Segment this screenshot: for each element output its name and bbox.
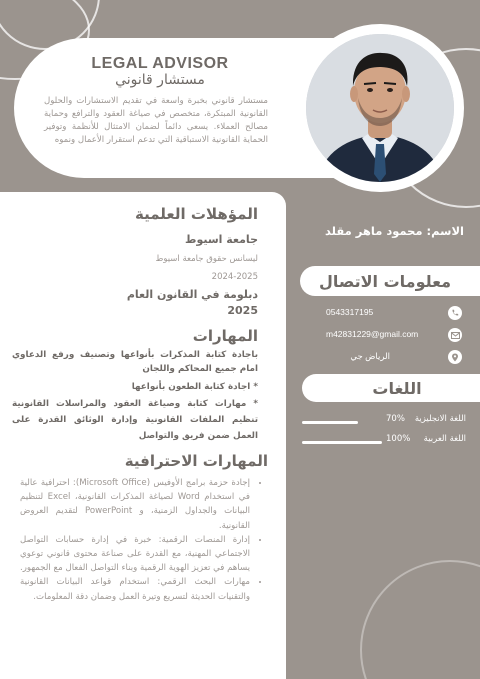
job-title-en: LEGAL ADVISOR [91, 55, 229, 72]
pro-skills-list [20, 476, 260, 604]
education-university: جامعة اسيوط [185, 233, 258, 246]
phone-icon [448, 306, 462, 320]
language-row-arabic [300, 434, 466, 448]
contact-phone-row [300, 306, 466, 322]
location-pin-icon [448, 350, 462, 364]
profile-photo [306, 34, 454, 182]
education-years: 2024-2025 [211, 272, 258, 282]
portrait-illustration [306, 34, 454, 182]
decorative-circle [360, 560, 480, 679]
education-diploma: دبلومة في القانون العام [126, 288, 258, 301]
phone-text[interactable]: 0543317195 [326, 307, 374, 317]
education-degree: ليسانس حقوق جامعة اسيوط [155, 254, 258, 264]
email-icon [448, 328, 462, 342]
contact-location-row [300, 350, 466, 366]
language-row-english [300, 414, 466, 428]
skills-item-1: باجادة كتابة المذكرات بأنواعها وتصنيف ورفع الدعاوي امام جميع المحاكم واللجان [12, 350, 258, 374]
language-name: اللغة العربية [423, 434, 466, 444]
language-percent: 70% [386, 414, 405, 424]
skills-heading: المهارات [192, 327, 258, 345]
education-diploma-year: 2025 [227, 304, 258, 317]
location-text: الرياض جي [350, 351, 390, 361]
education-heading: المؤهلات العلمية [135, 205, 258, 223]
skills-item-3: * مهارات كتابة وصياغة العقود والمراسلات القانونية تنظيم الملفات القانونية وإدارة الوثائق القدرة على العمل ضمن فريق والتواصل [12, 399, 258, 441]
skills-item-2: * اجادة كتابة الطعون بأنواعها [131, 382, 258, 392]
list-item: • مهارات البحث الرقمي: استخدام قواعد البيانات القانونية والتقنيات الحديثة لتسريع وتيرة العمل وضمان دقة المعلومات. [20, 575, 250, 603]
profile-summary: مستشار قانوني بخبرة واسعة في تقديم الاستشارات والحلول القانونية المبتكرة، متخصص في صياغة العقود والترافع وحماية مصالح العملاء. يسعى دائماً لضمان الامتثال للأنظمة وتوفير الحماية القانونية الاستباقية التي تدعم استقرار الأعمال ونموه [44, 96, 268, 145]
language-level-bar [302, 421, 358, 424]
language-name: اللغة الانجليزية [414, 414, 466, 424]
language-percent: 100% [386, 434, 411, 444]
list-item: • إجادة حزمة برامج الأوفيس (Microsoft Office): احترافية عالية في استخدام Word لصياغة المذكرات القانونية، Excel لتنظيم البيانات والجداول الزمنية، و PowerPoint لتقديم العروض القانونية. [20, 476, 250, 533]
languages-heading: اللغات [372, 379, 422, 398]
pro-skills-heading: المهارات الاحترافية [124, 452, 268, 470]
email-text[interactable]: m42831229@gmail.com [326, 329, 419, 339]
candidate-name: الاسم: محمود ماهر مقلد [325, 224, 464, 238]
contact-email-row [300, 328, 466, 344]
language-level-bar [302, 441, 382, 444]
job-title-ar: مستشار قانوني [115, 72, 205, 88]
contact-heading: معلومات الاتصال [318, 272, 452, 291]
list-item: • إدارة المنصات الرقمية: خبرة في إدارة حسابات التواصل الاجتماعي المهنية، مع القدرة على صناعة محتوى قانوني توعوي يساهم في تعزيز الهوية الرقمية وبناء التواصل الفعال مع الجمهور. [20, 533, 250, 576]
